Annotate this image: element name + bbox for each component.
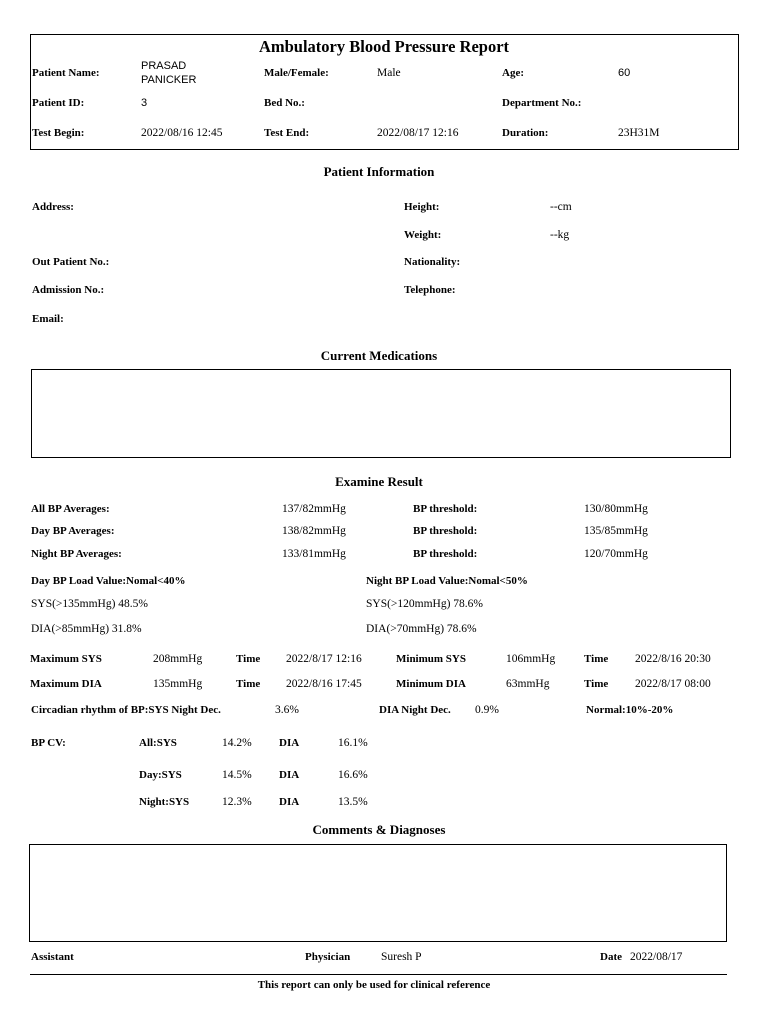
avg-label: All BP Averages:: [31, 503, 110, 515]
patient-name-label: Patient Name:: [32, 67, 100, 79]
min-dia-time-label: Time: [584, 678, 609, 690]
footer-divider: [30, 974, 727, 975]
threshold-value: 135/85mmHg: [584, 525, 648, 537]
bed-label: Bed No.:: [264, 97, 305, 109]
admission-label: Admission No.:: [32, 284, 105, 296]
age-value: 60: [618, 67, 631, 79]
date-label: Date: [600, 951, 622, 963]
cv-row-label: Day:SYS: [139, 769, 182, 781]
telephone-label: Telephone:: [404, 284, 456, 296]
cv-row-label: Night:SYS: [139, 796, 190, 808]
weight-label: Weight:: [404, 229, 442, 241]
day-load-dia: DIA(>85mmHg) 31.8%: [31, 623, 142, 635]
physician-value: Suresh P: [381, 951, 422, 963]
threshold-label: BP threshold:: [413, 525, 478, 537]
height-label: Height:: [404, 201, 440, 213]
test-end-value: 2022/08/17 12:16: [377, 127, 459, 139]
cv-row-label: All:SYS: [139, 737, 177, 749]
test-begin-label: Test Begin:: [32, 127, 85, 139]
cv-label: BP CV:: [31, 737, 66, 749]
min-dia-value: 63mmHg: [506, 678, 550, 690]
night-load-sys: SYS(>120mmHg) 78.6%: [366, 598, 484, 610]
patient-id-label: Patient ID:: [32, 97, 85, 109]
threshold-label: BP threshold:: [413, 548, 478, 560]
sex-label: Male/Female:: [264, 67, 329, 79]
circadian-normal: Normal:10%-20%: [586, 704, 674, 716]
comments-box: [29, 844, 727, 942]
cv-row-sys: 12.3%: [222, 796, 252, 808]
avg-label: Day BP Averages:: [31, 525, 115, 537]
patient-name-value-line2: PANICKER: [141, 74, 197, 86]
nationality-label: Nationality:: [404, 256, 461, 268]
avg-value: 138/82mmHg: [282, 525, 346, 537]
test-end-label: Test End:: [264, 127, 310, 139]
disclaimer: This report can only be used for clinical reference: [257, 979, 491, 991]
address-label: Address:: [32, 201, 74, 213]
cv-row-sys: 14.2%: [222, 737, 252, 749]
cv-row-dia-label: DIA: [279, 796, 300, 808]
report-title: Ambulatory Blood Pressure Report: [258, 37, 510, 56]
max-dia-time: 2022/8/16 17:45: [286, 678, 362, 690]
sex-value: Male: [377, 67, 401, 79]
comments-text: [30, 845, 726, 857]
threshold-value: 130/80mmHg: [584, 503, 648, 515]
day-load-heading: Day BP Load Value:Nomal<40%: [31, 575, 186, 587]
day-load-sys: SYS(>135mmHg) 48.5%: [31, 598, 149, 610]
cv-row-dia: 16.1%: [338, 737, 368, 749]
night-load-heading: Night BP Load Value:Nomal<50%: [366, 575, 528, 587]
max-dia-value: 135mmHg: [153, 678, 203, 690]
min-sys-value: 106mmHg: [506, 653, 556, 665]
circadian-label: Circadian rhythm of BP:SYS Night Dec.: [31, 704, 221, 716]
max-dia-time-label: Time: [236, 678, 261, 690]
circadian-dia-label: DIA Night Dec.: [379, 704, 451, 716]
threshold-label: BP threshold:: [413, 503, 478, 515]
cv-row-dia: 16.6%: [338, 769, 368, 781]
assistant-label: Assistant: [31, 951, 74, 963]
max-sys-label: Maximum SYS: [30, 653, 102, 665]
examine-heading: Examine Result: [335, 474, 423, 489]
max-sys-time: 2022/8/17 12:16: [286, 653, 362, 665]
email-label: Email:: [32, 313, 64, 325]
comments-heading: Comments & Diagnoses: [312, 822, 446, 837]
avg-value: 133/81mmHg: [282, 548, 346, 560]
medications-text: [32, 370, 730, 382]
department-label: Department No.:: [502, 97, 582, 109]
avg-label: Night BP Averages:: [31, 548, 122, 560]
cv-row-sys: 14.5%: [222, 769, 252, 781]
min-sys-label: Minimum SYS: [396, 653, 466, 665]
out-patient-label: Out Patient No.:: [32, 256, 110, 268]
test-begin-value: 2022/08/16 12:45: [141, 127, 223, 139]
patient-name-value-line1: PRASAD: [141, 60, 187, 72]
avg-value: 137/82mmHg: [282, 503, 346, 515]
max-dia-label: Maximum DIA: [30, 678, 102, 690]
duration-label: Duration:: [502, 127, 549, 139]
circadian-sys-value: 3.6%: [275, 704, 299, 716]
medications-heading: Current Medications: [320, 348, 438, 363]
age-label: Age:: [502, 67, 524, 79]
min-dia-time: 2022/8/17 08:00: [635, 678, 711, 690]
weight-value: --kg: [550, 229, 570, 241]
physician-label: Physician: [305, 951, 351, 963]
min-dia-label: Minimum DIA: [396, 678, 466, 690]
circadian-dia-value: 0.9%: [475, 704, 499, 716]
patient-info-heading: Patient Information: [323, 164, 435, 179]
min-sys-time-label: Time: [584, 653, 609, 665]
cv-row-dia-label: DIA: [279, 769, 300, 781]
max-sys-time-label: Time: [236, 653, 261, 665]
cv-row-dia: 13.5%: [338, 796, 368, 808]
night-load-dia: DIA(>70mmHg) 78.6%: [366, 623, 477, 635]
cv-row-dia-label: DIA: [279, 737, 300, 749]
threshold-value: 120/70mmHg: [584, 548, 648, 560]
medications-box: [31, 369, 731, 458]
date-value: 2022/08/17: [630, 951, 683, 963]
height-value: --cm: [550, 201, 572, 213]
min-sys-time: 2022/8/16 20:30: [635, 653, 711, 665]
patient-id-value: 3: [141, 97, 148, 109]
duration-value: 23H31M: [618, 127, 660, 139]
max-sys-value: 208mmHg: [153, 653, 203, 665]
